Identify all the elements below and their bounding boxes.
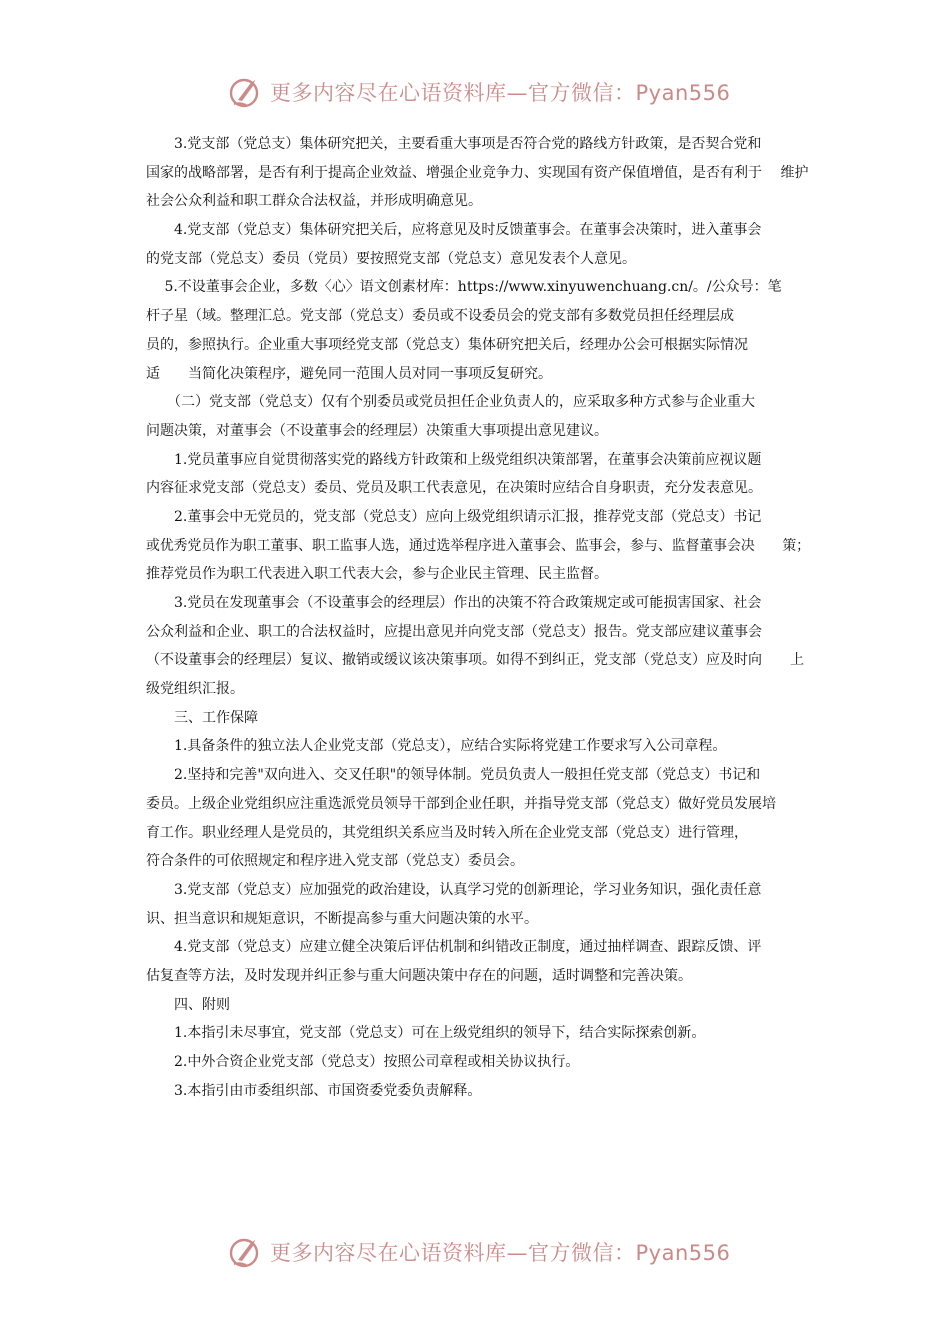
text-line: 1.党员董事应自觉贯彻落实党的路线方针政策和上级党组织决策部署，在董事会决策前应视议题: [146, 451, 762, 468]
text-line: 四、附则: [146, 996, 230, 1013]
text-line: 员的，参照执行。企业重大事项经党支部（党总支）集体研究把关后，经理办公会可根据实际情况: [146, 336, 748, 353]
text-line: 3.党支部（党总支）应加强党的政治建设，认真学习党的创新理论，学习业务知识，强化责任意: [146, 881, 762, 898]
text-line: 适 当简化决策程序，避免同一范围人员对同一事项反复研究。: [146, 365, 552, 382]
text-line: 2.董事会中无党员的，党支部（党总支）应向上级党组织请示汇报，推荐党支部（党总支）书记: [146, 508, 762, 525]
text-line: 2.坚持和完善"双向进入、交叉任职"的领导体制。党员负责人一般担任党支部（党总支）书记和: [146, 767, 761, 784]
text-line: 5.不设董事会企业，多数〈心〉语文创素材库：https://www.xinyuwenchuang.cn/。/公众号：笔: [146, 279, 782, 296]
text-line: 识、担当意识和规矩意识，不断提高参与重大问题决策的水平。: [146, 910, 538, 927]
text-line: （二）党支部（党总支）仅有个别委员或党员担任企业负责人的，应采取多种方式参与企业重大: [146, 394, 755, 411]
text-line: 1.本指引未尽事宜，党支部（党总支）可在上级党组织的领导下，结合实际探索创新。: [146, 1025, 706, 1042]
text-line: 3.党员在发现董事会（不设董事会的经理层）作出的决策不符合政策规定或可能损害国家、社会: [146, 595, 762, 611]
watermark-banner-top: [0, 74, 950, 114]
text-line: 育工作。职业经理人是党员的，其党组织关系应当及时转入所在企业党支部（党总支）进行管理，: [146, 824, 748, 841]
quill-pen-logo-icon: [228, 1234, 264, 1270]
text-line: 4.党支部（党总支）应建立健全决策后评估机制和纠错改正制度，通过抽样调查、跟踪反馈、评: [146, 939, 762, 956]
text-line: 委员。上级企业党组织应注重选派党员领导干部到企业任职，并指导党支部（党总支）做好党员发展培: [146, 795, 776, 812]
text-line: 级党组织汇报。: [146, 681, 244, 698]
quill-pen-logo-icon: [228, 74, 264, 110]
text-line: 三、工作保障: [146, 709, 258, 726]
text-line: 国家的战略部署，是否有利于提高企业效益、增强企业竞争力、实现国有资产保值增值，是否有利于 维护: [146, 164, 809, 181]
text-line: 的党支部（党总支）委员（党员）要按照党支部（党总支）意见发表个人意见。: [146, 250, 636, 267]
text-line: 社会公众利益和职工群众合法权益，并形成明确意见。: [146, 193, 482, 210]
text-line: 3.本指引由市委组织部、市国资委党委负责解释。: [146, 1082, 482, 1099]
text-line: 3.党支部（党总支）集体研究把关，主要看重大事项是否符合党的路线方针政策，是否契合党和: [146, 136, 762, 152]
text-line: 公众利益和企业、职工的合法权益时，应提出意见并向党支部（党总支）报告。党支部应建议董事会: [146, 623, 762, 640]
text-line: 或优秀党员作为职工董事、职工监事人选，通过选举程序进入董事会、监事会，参与、监督董事会决 策；: [146, 537, 810, 554]
watermark-banner-bottom: [0, 1234, 950, 1274]
watermark-text: 更多内容尽在心语资料库—官方微信：Pyan556: [270, 81, 731, 105]
text-line: 2.中外合资企业党支部（党总支）按照公司章程或相关协议执行。: [146, 1054, 580, 1070]
text-line: （不设董事会的经理层）复议、撤销或缓议该决策事项。如得不到纠正，党支部（党总支）应及时向 上: [146, 652, 804, 669]
document-body: [146, 130, 810, 1105]
text-line: 4.党支部（党总支）集体研究把关后，应将意见及时反馈董事会。在董事会决策时，进入董事会: [146, 222, 762, 239]
text-line: 估复查等方法，及时发现并纠正参与重大问题决策中存在的问题，适时调整和完善决策。: [146, 967, 692, 984]
text-line: 杆子星（域。整理汇总。党支部（党总支）委员或不设委员会的党支部有多数党员担任经理层成: [146, 308, 734, 325]
text-line: 1.具备条件的独立法人企业党支部（党总支），应结合实际将党建工作要求写入公司章程。: [146, 738, 727, 755]
text-line: 问题决策，对董事会（不设董事会的经理层）决策重大事项提出意见建议。: [146, 422, 608, 439]
text-line: 推荐党员作为职工代表进入职工代表大会，参与企业民主管理、民主监督。: [146, 566, 608, 583]
watermark-text: 更多内容尽在心语资料库—官方微信：Pyan556: [270, 1241, 731, 1265]
text-line: 内容征求党支部（党总支）委员、党员及职工代表意见，在决策时应结合自身职责，充分发表意见。: [146, 480, 762, 497]
text-line: 符合条件的可依照规定和程序进入党支部（党总支）委员会。: [146, 853, 524, 870]
